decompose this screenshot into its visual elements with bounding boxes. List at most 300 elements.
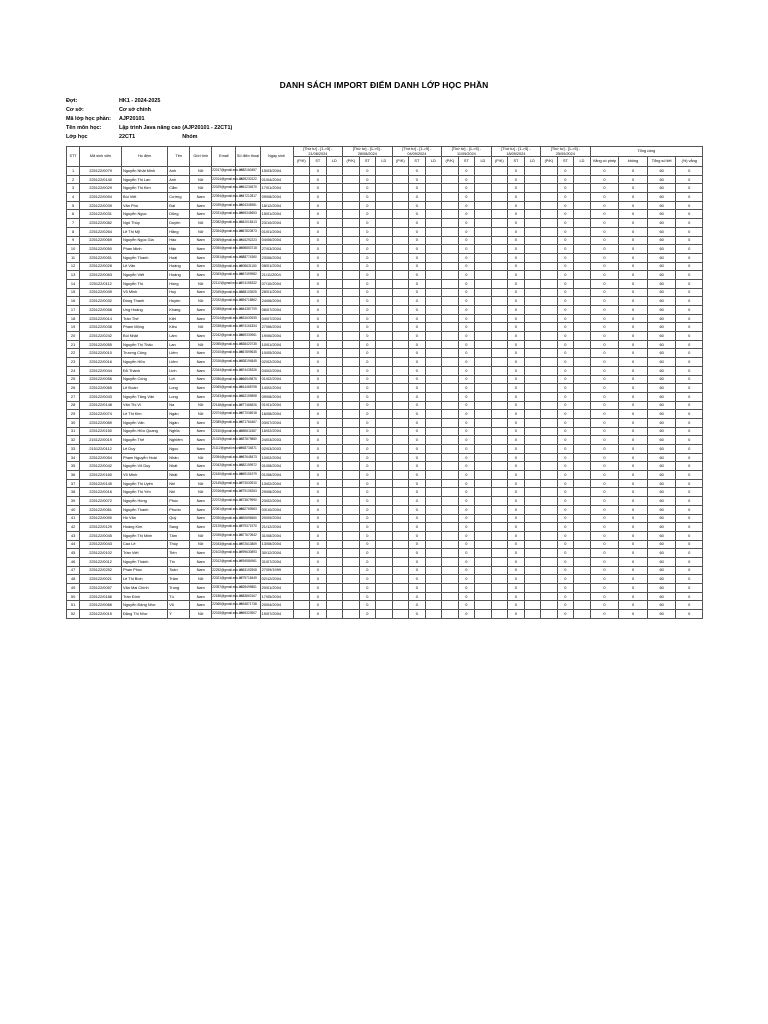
cell-email: 22014@gmail.edu.vn xyxy=(212,314,236,323)
cell-excused-absence: 0 xyxy=(590,236,619,245)
cell-pk xyxy=(343,349,360,358)
cell-st: 0 xyxy=(310,488,327,497)
cell-ld xyxy=(326,462,343,471)
cell-absence-percent: 0 xyxy=(676,531,703,540)
cell-email: 22148@gmail.edu.vn xyxy=(212,401,236,410)
cell-st: 0 xyxy=(508,349,525,358)
cell-st: 0 xyxy=(409,479,426,488)
cell-pk xyxy=(392,479,409,488)
cell-email: 22264@gmail.edu.vn xyxy=(212,227,236,236)
header-sub-pk: (P/K) xyxy=(491,157,508,167)
cell-birthdate: 20/01/2004 xyxy=(260,584,293,593)
cell-st: 0 xyxy=(359,201,376,210)
cell-st: 0 xyxy=(557,523,574,532)
cell-pk xyxy=(392,227,409,236)
cell-pk xyxy=(293,453,310,462)
cell-pk xyxy=(343,427,360,436)
cell-ld xyxy=(524,471,541,480)
cell-pk xyxy=(343,227,360,236)
cell-ld xyxy=(475,271,492,280)
cell-excused-absence: 0 xyxy=(590,531,619,540)
cell-pk xyxy=(541,175,558,184)
cell-ld xyxy=(376,610,393,619)
cell-stt: 48 xyxy=(67,575,80,584)
info-value: AJP20101 xyxy=(119,116,145,122)
cell-pk xyxy=(442,340,459,349)
cell-absence-percent: 0 xyxy=(676,497,703,506)
cell-ld xyxy=(574,193,591,202)
cell-ld xyxy=(574,297,591,306)
cell-st: 0 xyxy=(557,340,574,349)
cell-ld xyxy=(475,531,492,540)
cell-st: 0 xyxy=(310,592,327,601)
cell-ld xyxy=(574,566,591,575)
cell-ld xyxy=(326,227,343,236)
cell-st: 0 xyxy=(458,366,475,375)
cell-ld xyxy=(326,349,343,358)
cell-pk xyxy=(541,219,558,228)
table-row xyxy=(67,332,703,341)
cell-st: 0 xyxy=(310,167,327,176)
cell-birthdate: 29/08/2004 xyxy=(260,488,293,497)
cell-middle-name: Đỗ Thành xyxy=(121,366,167,375)
cell-email: 22252@gmail.edu.vn xyxy=(212,566,236,575)
cell-first-name: Hoàng xyxy=(168,271,190,280)
cell-ld xyxy=(376,575,393,584)
cell-ld xyxy=(376,523,393,532)
header-middle-name: Họ đệm xyxy=(121,147,167,167)
cell-unexcused-absence: 0 xyxy=(619,279,648,288)
cell-student-id: 225122/0090 xyxy=(80,514,122,523)
cell-st: 0 xyxy=(557,358,574,367)
cell-total-periods: 60 xyxy=(647,471,676,480)
cell-middle-name: Nguyễn Hữu xyxy=(121,358,167,367)
cell-ld xyxy=(376,219,393,228)
cell-excused-absence: 0 xyxy=(590,349,619,358)
cell-ld xyxy=(574,584,591,593)
cell-stt: 17 xyxy=(67,306,80,315)
cell-middle-name: Võ Minh xyxy=(121,288,167,297)
table-row xyxy=(67,479,703,488)
cell-st: 0 xyxy=(458,540,475,549)
cell-ld xyxy=(425,410,442,419)
cell-total-periods: 60 xyxy=(647,427,676,436)
cell-ld xyxy=(376,549,393,558)
cell-gender: Nam xyxy=(190,514,212,523)
cell-pk xyxy=(343,384,360,393)
cell-excused-absence: 0 xyxy=(590,184,619,193)
cell-pk xyxy=(491,219,508,228)
cell-student-id: 225122/0148 xyxy=(80,401,122,410)
cell-st: 0 xyxy=(557,279,574,288)
cell-phone: 0867820873 xyxy=(236,227,260,236)
cell-pk xyxy=(541,262,558,271)
cell-stt: 3 xyxy=(67,184,80,193)
cell-pk xyxy=(491,592,508,601)
cell-middle-name: Nguyễn Thành xyxy=(121,557,167,566)
cell-phone: 0338194845 xyxy=(236,358,260,367)
cell-ld xyxy=(425,314,442,323)
cell-pk xyxy=(392,219,409,228)
cell-student-id: 225122/0264 xyxy=(80,227,122,236)
cell-st: 0 xyxy=(359,384,376,393)
cell-st: 0 xyxy=(458,601,475,610)
cell-unexcused-absence: 0 xyxy=(619,375,648,384)
cell-st: 0 xyxy=(508,557,525,566)
cell-ld xyxy=(574,436,591,445)
cell-gender: Nam xyxy=(190,601,212,610)
cell-stt: 16 xyxy=(67,297,80,306)
cell-ld xyxy=(425,601,442,610)
cell-ld xyxy=(475,566,492,575)
header-session-3: [Thứ tư] - [1->5] - 04/09/2024 xyxy=(392,147,442,157)
cell-ld xyxy=(475,427,492,436)
cell-excused-absence: 0 xyxy=(590,549,619,558)
cell-middle-name: Nguyễn Thị Minh xyxy=(121,531,167,540)
cell-st: 0 xyxy=(508,366,525,375)
cell-st: 0 xyxy=(458,219,475,228)
cell-pk xyxy=(541,323,558,332)
cell-ld xyxy=(376,175,393,184)
table-row xyxy=(67,253,703,262)
cell-absence-percent: 0 xyxy=(676,592,703,601)
cell-pk xyxy=(491,584,508,593)
cell-ld xyxy=(326,262,343,271)
cell-ld xyxy=(524,288,541,297)
cell-pk xyxy=(541,279,558,288)
cell-ld xyxy=(376,488,393,497)
cell-ld xyxy=(574,592,591,601)
cell-phone: 0388774360 xyxy=(236,253,260,262)
cell-pk xyxy=(491,306,508,315)
header-sub-pk: (P/K) xyxy=(541,157,558,167)
cell-pk xyxy=(541,592,558,601)
cell-birthdate: 01/08/2004 xyxy=(260,462,293,471)
cell-stt: 10 xyxy=(67,245,80,254)
cell-birthdate: 02/03/2003 xyxy=(260,445,293,454)
cell-st: 0 xyxy=(310,384,327,393)
cell-st: 0 xyxy=(409,297,426,306)
cell-total-periods: 60 xyxy=(647,340,676,349)
cell-ld xyxy=(475,358,492,367)
cell-pk xyxy=(541,288,558,297)
cell-student-id: 225122/0049 xyxy=(80,288,122,297)
cell-st: 0 xyxy=(409,201,426,210)
cell-total-periods: 60 xyxy=(647,236,676,245)
cell-st: 0 xyxy=(409,227,426,236)
cell-excused-absence: 0 xyxy=(590,410,619,419)
cell-absence-percent: 0 xyxy=(676,427,703,436)
cell-st: 0 xyxy=(508,271,525,280)
cell-email: 22043@gmail.edu.vn xyxy=(212,540,236,549)
cell-pk xyxy=(541,549,558,558)
cell-email: 22010@gmail.edu.vn xyxy=(212,349,236,358)
cell-pk xyxy=(541,401,558,410)
cell-ld xyxy=(524,584,541,593)
cell-excused-absence: 0 xyxy=(590,601,619,610)
cell-email: 22051@gmail.edu.vn xyxy=(212,253,236,262)
cell-total-periods: 60 xyxy=(647,167,676,176)
cell-st: 0 xyxy=(310,479,327,488)
cell-unexcused-absence: 0 xyxy=(619,236,648,245)
cell-st: 0 xyxy=(508,575,525,584)
cell-excused-absence: 0 xyxy=(590,271,619,280)
cell-middle-name: Trần Đình xyxy=(121,592,167,601)
cell-excused-absence: 0 xyxy=(590,384,619,393)
cell-middle-name: Võ Minh xyxy=(121,471,167,480)
cell-ld xyxy=(524,445,541,454)
table-row xyxy=(67,471,703,480)
cell-st: 0 xyxy=(557,227,574,236)
cell-ld xyxy=(574,279,591,288)
cell-pk xyxy=(491,184,508,193)
cell-st: 0 xyxy=(359,332,376,341)
cell-gender: Nữ xyxy=(190,531,212,540)
cell-pk xyxy=(541,453,558,462)
cell-ld xyxy=(425,436,442,445)
cell-ld xyxy=(524,358,541,367)
cell-ld xyxy=(425,557,442,566)
cell-unexcused-absence: 0 xyxy=(619,540,648,549)
cell-total-periods: 60 xyxy=(647,418,676,427)
cell-unexcused-absence: 0 xyxy=(619,253,648,262)
cell-unexcused-absence: 0 xyxy=(619,427,648,436)
header-session-1: [Thứ tư] - [1->5] - 21/08/2024 xyxy=(293,147,343,157)
cell-stt: 7 xyxy=(67,219,80,228)
cell-st: 0 xyxy=(458,384,475,393)
cell-stt: 32 xyxy=(67,436,80,445)
cell-pk xyxy=(442,245,459,254)
cell-ld xyxy=(574,262,591,271)
cell-birthdate: 19/07/2004 xyxy=(260,610,293,619)
cell-pk xyxy=(343,314,360,323)
cell-excused-absence: 0 xyxy=(590,227,619,236)
cell-pk xyxy=(392,488,409,497)
table-row xyxy=(67,219,703,228)
cell-st: 0 xyxy=(409,358,426,367)
cell-st: 0 xyxy=(409,610,426,619)
cell-st: 0 xyxy=(409,219,426,228)
cell-excused-absence: 0 xyxy=(590,453,619,462)
cell-student-id: 225122/0145 xyxy=(80,479,122,488)
cell-first-name: Ngọc xyxy=(168,445,190,454)
cell-ld xyxy=(574,245,591,254)
cell-unexcused-absence: 0 xyxy=(619,193,648,202)
cell-ld xyxy=(376,592,393,601)
table-row xyxy=(67,505,703,514)
cell-birthdate: 21/11/2004 xyxy=(260,271,293,280)
cell-ld xyxy=(376,392,393,401)
cell-middle-name: Ngô Thùy xyxy=(121,219,167,228)
info-label: Cơ sở: xyxy=(66,107,84,113)
cell-st: 0 xyxy=(458,531,475,540)
cell-phone: 0867499982 xyxy=(236,271,260,280)
cell-middle-name: Nguyễn Thế xyxy=(121,436,167,445)
cell-total-periods: 60 xyxy=(647,227,676,236)
cell-pk xyxy=(293,306,310,315)
cell-st: 0 xyxy=(508,253,525,262)
cell-ld xyxy=(574,531,591,540)
cell-ld xyxy=(475,219,492,228)
cell-phone: 0971764467 xyxy=(236,418,260,427)
cell-ld xyxy=(425,418,442,427)
cell-pk xyxy=(293,175,310,184)
cell-absence-percent: 0 xyxy=(676,227,703,236)
cell-ld xyxy=(425,175,442,184)
cell-ld xyxy=(425,514,442,523)
cell-st: 0 xyxy=(557,236,574,245)
cell-stt: 43 xyxy=(67,531,80,540)
header-sub-ld: LD xyxy=(326,157,343,167)
cell-email: 22017@gmail.edu.vn xyxy=(212,167,236,176)
cell-st: 0 xyxy=(508,523,525,532)
cell-st: 0 xyxy=(557,471,574,480)
cell-pk xyxy=(343,219,360,228)
cell-first-name: Lâm xyxy=(168,332,190,341)
cell-ld xyxy=(475,201,492,210)
cell-first-name: Trâm xyxy=(168,575,190,584)
cell-pk xyxy=(293,557,310,566)
header-sub-ld: LD xyxy=(376,157,393,167)
cell-first-name: Nhật xyxy=(168,471,190,480)
cell-pk xyxy=(541,462,558,471)
cell-pk xyxy=(541,297,558,306)
cell-st: 0 xyxy=(409,184,426,193)
cell-ld xyxy=(524,271,541,280)
cell-st: 0 xyxy=(458,462,475,471)
cell-birthdate: 18/12/2004 xyxy=(260,201,293,210)
cell-st: 0 xyxy=(508,201,525,210)
cell-first-name: Kiệt xyxy=(168,314,190,323)
cell-birthdate: 27/03/2004 xyxy=(260,245,293,254)
header-sub-ld: LD xyxy=(475,157,492,167)
cell-excused-absence: 0 xyxy=(590,332,619,341)
cell-st: 0 xyxy=(458,175,475,184)
cell-pk xyxy=(491,497,508,506)
cell-phone: 0839230122 xyxy=(236,175,260,184)
cell-st: 0 xyxy=(359,288,376,297)
cell-st: 0 xyxy=(508,210,525,219)
cell-ld xyxy=(326,332,343,341)
cell-pk xyxy=(343,418,360,427)
cell-total-periods: 60 xyxy=(647,262,676,271)
cell-st: 0 xyxy=(458,497,475,506)
cell-gender: Nam xyxy=(190,245,212,254)
cell-stt: 26 xyxy=(67,384,80,393)
cell-pk xyxy=(541,584,558,593)
cell-ld xyxy=(475,236,492,245)
cell-phone: 0968734871 xyxy=(236,445,260,454)
cell-pk xyxy=(293,288,310,297)
cell-student-id: 215122/0019 xyxy=(80,436,122,445)
cell-middle-name: Hồ Văn xyxy=(121,514,167,523)
cell-st: 0 xyxy=(458,592,475,601)
cell-unexcused-absence: 0 xyxy=(619,575,648,584)
header-sub-ld: LD xyxy=(574,157,591,167)
cell-absence-percent: 0 xyxy=(676,462,703,471)
cell-email: 22031@gmail.edu.vn xyxy=(212,210,236,219)
info-value: Lập trình Java nâng cao (AJP20101 - 22CT1) xyxy=(119,125,233,131)
cell-pk xyxy=(343,471,360,480)
cell-pk xyxy=(442,227,459,236)
cell-ld xyxy=(376,418,393,427)
cell-phone: 0383863167 xyxy=(236,592,260,601)
cell-pk xyxy=(392,401,409,410)
cell-pk xyxy=(442,410,459,419)
cell-ld xyxy=(376,349,393,358)
cell-student-id: 225122/0056 xyxy=(80,375,122,384)
cell-pk xyxy=(541,245,558,254)
cell-pk xyxy=(541,540,558,549)
cell-pk xyxy=(442,523,459,532)
cell-email: 22045@gmail.edu.vn xyxy=(212,531,236,540)
cell-ld xyxy=(475,375,492,384)
cell-st: 0 xyxy=(359,575,376,584)
cell-ld xyxy=(574,540,591,549)
cell-pk xyxy=(442,358,459,367)
cell-absence-percent: 0 xyxy=(676,279,703,288)
cell-st: 0 xyxy=(557,418,574,427)
cell-ld xyxy=(574,175,591,184)
cell-middle-name: Nguyễn Hồng xyxy=(121,497,167,506)
cell-st: 0 xyxy=(409,540,426,549)
cell-st: 0 xyxy=(458,271,475,280)
cell-st: 0 xyxy=(409,210,426,219)
cell-total-periods: 60 xyxy=(647,610,676,619)
cell-ld xyxy=(574,488,591,497)
cell-absence-percent: 0 xyxy=(676,479,703,488)
cell-gender: Nam xyxy=(190,262,212,271)
cell-birthdate: 30/12/2004 xyxy=(260,549,293,558)
cell-unexcused-absence: 0 xyxy=(619,175,648,184)
cell-gender: Nam xyxy=(190,210,212,219)
cell-st: 0 xyxy=(409,575,426,584)
cell-ld xyxy=(475,584,492,593)
cell-ld xyxy=(574,557,591,566)
cell-student-id: 225122/0082 xyxy=(80,219,122,228)
cell-ld xyxy=(524,167,541,176)
cell-st: 0 xyxy=(310,584,327,593)
cell-excused-absence: 0 xyxy=(590,366,619,375)
cell-ld xyxy=(475,401,492,410)
cell-st: 0 xyxy=(359,453,376,462)
cell-pk xyxy=(343,549,360,558)
cell-ld xyxy=(376,167,393,176)
cell-pk xyxy=(541,505,558,514)
cell-ld xyxy=(574,392,591,401)
cell-student-id: 225122/0058 xyxy=(80,306,122,315)
cell-absence-percent: 0 xyxy=(676,297,703,306)
cell-st: 0 xyxy=(359,323,376,332)
cell-st: 0 xyxy=(359,436,376,445)
cell-st: 0 xyxy=(508,236,525,245)
cell-gender: Nam xyxy=(190,584,212,593)
cell-total-periods: 60 xyxy=(647,505,676,514)
cell-pk xyxy=(343,401,360,410)
cell-unexcused-absence: 0 xyxy=(619,323,648,332)
cell-first-name: Thùy xyxy=(168,540,190,549)
cell-pk xyxy=(293,358,310,367)
header-absence-percent: (%) vắng xyxy=(676,157,703,167)
cell-st: 0 xyxy=(557,610,574,619)
cell-pk xyxy=(442,453,459,462)
cell-pk xyxy=(293,418,310,427)
cell-pk xyxy=(343,332,360,341)
cell-first-name: Phước xyxy=(168,505,190,514)
cell-pk xyxy=(392,497,409,506)
header-sub-st: ST xyxy=(508,157,525,167)
cell-ld xyxy=(475,384,492,393)
